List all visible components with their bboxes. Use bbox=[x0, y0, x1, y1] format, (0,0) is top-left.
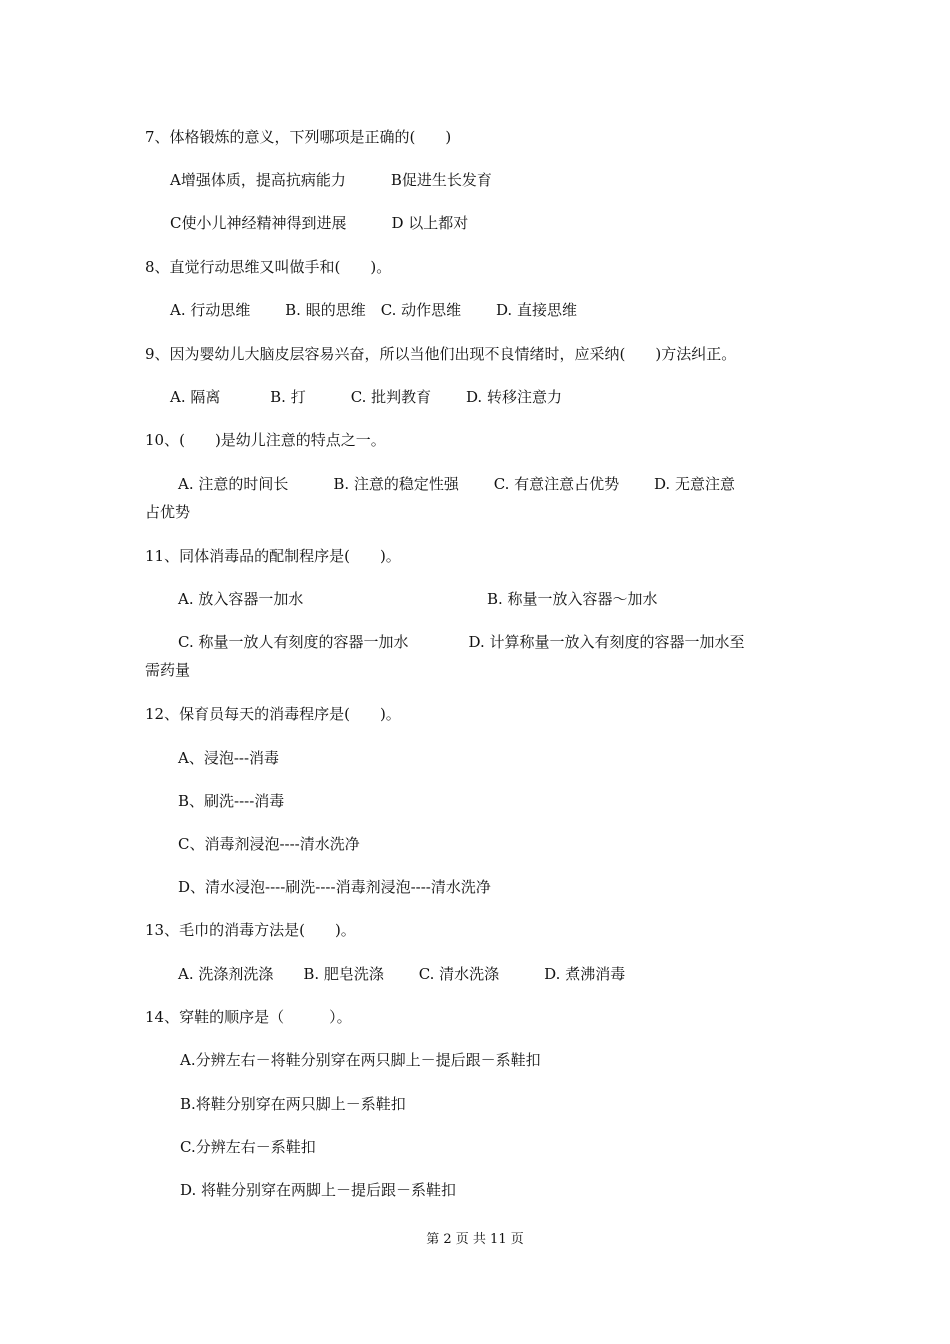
q12-option-d: D、清水浸泡----刷洗----消毒剂浸泡----清水洗净 bbox=[178, 878, 491, 896]
q10-options-line1: A. 注意的时间长 B. 注意的稳定性强 C. 有意注意占优势 D. 无意注意 bbox=[178, 475, 735, 493]
q14-option-a: A.分辨左右－将鞋分别穿在两只脚上－提后跟－系鞋扣 bbox=[180, 1051, 541, 1069]
q12-question: 12、保育员每天的消毒程序是( )。 bbox=[145, 705, 401, 723]
q13-options: A. 洗涤剂洗涤 B. 肥皂洗涤 C. 清水洗涤 D. 煮沸消毒 bbox=[178, 965, 626, 983]
q14-option-c: C.分辨左右－系鞋扣 bbox=[180, 1138, 316, 1156]
q13-question: 13、毛巾的消毒方法是( )。 bbox=[145, 921, 356, 939]
q14-question: 14、穿鞋的顺序是（ ）。 bbox=[145, 1008, 352, 1026]
q9-options: A. 隔离 B. 打 C. 批判教育 D. 转移注意力 bbox=[170, 388, 562, 406]
q7-options-line1: A增强体质，提高抗病能力 B促进生长发育 bbox=[170, 171, 492, 189]
page-footer: 第 2 页 共 11 页 bbox=[426, 1232, 524, 1247]
q12-option-c: C、消毒剂浸泡----清水洗净 bbox=[178, 835, 360, 853]
q10-question: 10、( )是幼儿注意的特点之一。 bbox=[145, 431, 386, 449]
q7-question: 7、体格锻炼的意义，下列哪项是正确的( ) bbox=[145, 128, 452, 146]
q11-options-cd-line1: C. 称量一放人有刻度的容器一加水 D. 计算称量一放入有刻度的容器一加水至 bbox=[178, 633, 745, 651]
q11-options-cd-line2: 需药量 bbox=[145, 661, 191, 679]
q7-options-line2: C使小儿神经精神得到进展 D 以上都对 bbox=[170, 214, 469, 232]
q10-options-line2: 占优势 bbox=[145, 503, 191, 521]
q11-question: 11、同体消毒品的配制程序是( )。 bbox=[145, 547, 401, 565]
q14-option-b: B.将鞋分别穿在两只脚上－系鞋扣 bbox=[180, 1095, 406, 1113]
q9-question: 9、因为婴幼儿大脑皮层容易兴奋，所以当他们出现不良情绪时，应采纳( )方法纠正。 bbox=[145, 345, 737, 363]
q11-option-a: A. 放入容器一加水 bbox=[178, 590, 304, 608]
q8-question: 8、直觉行动思维又叫做手和( )。 bbox=[145, 258, 392, 276]
q12-option-b: B、刷洗----消毒 bbox=[178, 792, 285, 810]
q12-option-a: A、浸泡---消毒 bbox=[178, 749, 280, 767]
q11-option-b: B. 称量一放入容器～加水 bbox=[487, 590, 658, 608]
q8-options: A. 行动思维 B. 眼的思维 C. 动作思维 D. 直接思维 bbox=[170, 301, 577, 319]
q14-option-d: D. 将鞋分别穿在两脚上－提后跟－系鞋扣 bbox=[180, 1181, 457, 1199]
